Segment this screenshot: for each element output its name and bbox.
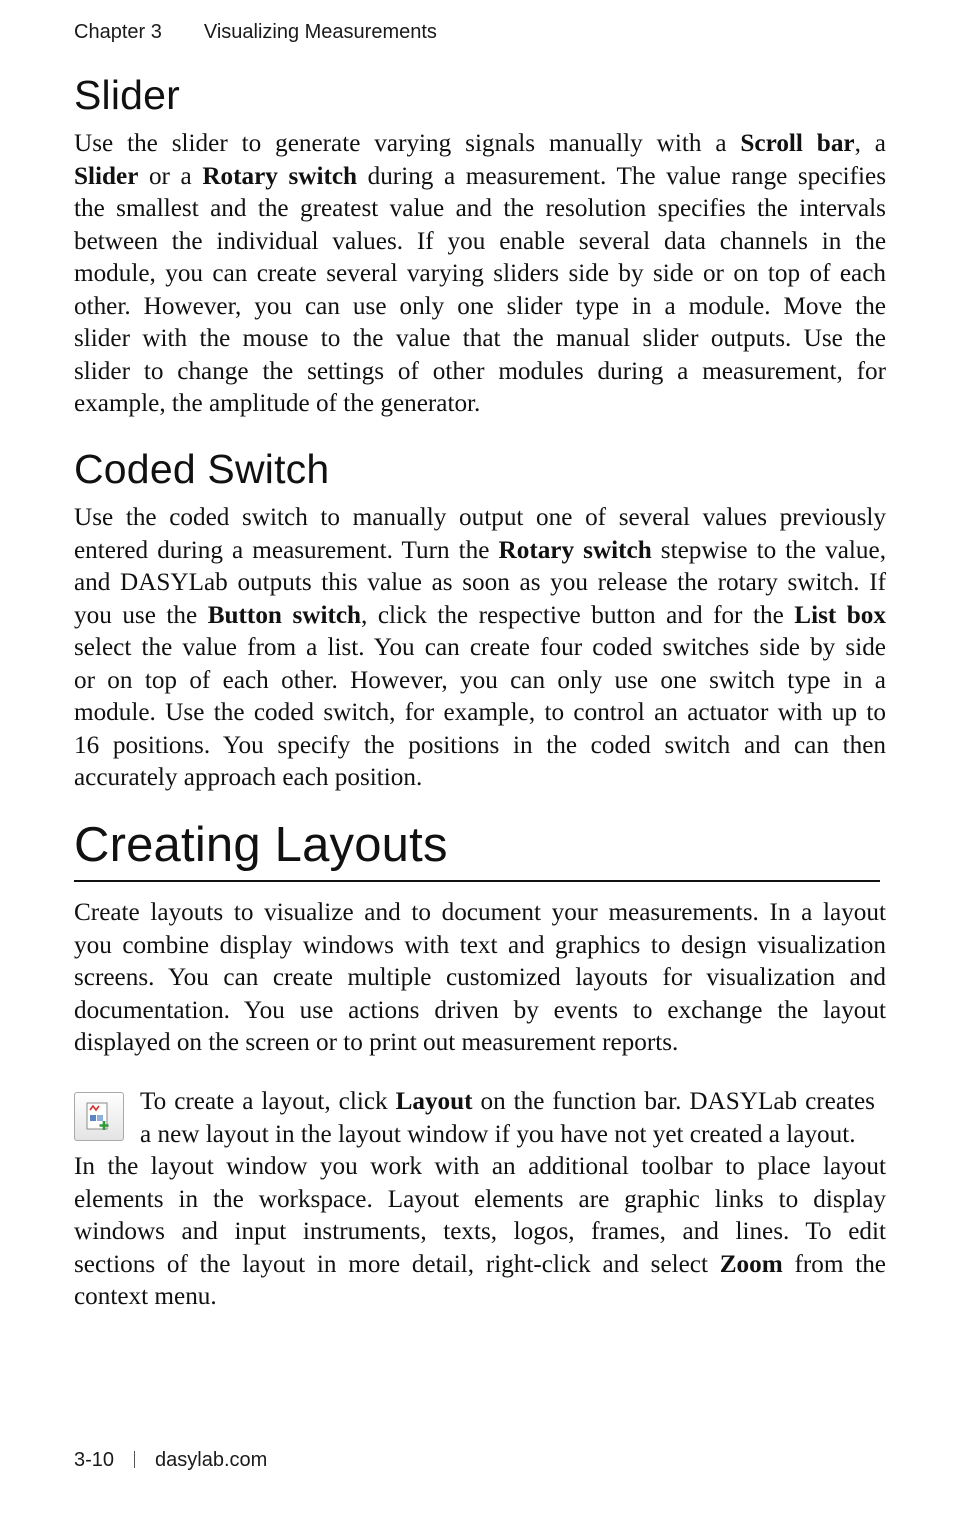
text-line: elements in the workspace. Layout elements are graphic links to display — [74, 1185, 886, 1213]
text-line: Use the slider to generate varying signals manually with a Scroll bar, a — [74, 130, 886, 157]
text-line: windows and input instruments, texts, logos, frames, and lines. To edit — [74, 1218, 886, 1245]
layout-icon — [74, 1092, 124, 1141]
footer-site: dasylab.com — [155, 1449, 268, 1471]
creating-layouts-intro — [74, 897, 886, 1060]
bold-term: Button switch — [207, 601, 362, 629]
text-line: Slider or a Rotary switch during a measurement. The value range specifies — [74, 162, 886, 190]
slider-paragraph — [74, 128, 886, 421]
page-footer — [74, 1449, 267, 1472]
slider-heading: Slider — [74, 72, 181, 118]
text-line: accurately approach each position. — [74, 764, 423, 791]
text-line: you combine display windows with text and graphics to design visualization — [74, 931, 886, 959]
text-line: Use the coded switch to manually output one of several values previously — [74, 504, 886, 531]
bold-term: Layout — [395, 1088, 473, 1115]
text-line: Create layouts to visualize and to document your measurements. In a layout — [74, 899, 886, 926]
bold-term: Rotary switch — [202, 162, 358, 190]
text-line: documentation. You use actions driven by events to exchange the layout — [74, 996, 886, 1024]
text-line: module, you can create several varying sliders side by side or on top of each — [74, 260, 886, 287]
bold-term: Slider — [74, 162, 139, 190]
coded-switch-paragraph — [74, 502, 886, 795]
text-line: example, the amplitude of the generator. — [74, 390, 481, 417]
bold-term: Scroll bar — [740, 130, 855, 157]
text-line: module. Use the coded switch, for example, to control an actuator with up to — [74, 699, 886, 726]
bold-term: Rotary switch — [498, 536, 652, 564]
text-line: you use the Button switch, click the respective button and for the List box — [74, 601, 886, 629]
running-header — [74, 21, 437, 44]
layout-tip-paragraph — [140, 1086, 875, 1151]
chapter-title: Visualizing Measurements — [203, 21, 437, 43]
heading-rule — [74, 880, 880, 882]
text-line: sections of the layout in more detail, right-click and select Zoom from the — [74, 1250, 886, 1278]
text-line: select the value from a list. You can create four coded switches side by side — [74, 634, 886, 661]
coded-switch-heading: Coded Switch — [74, 446, 330, 492]
bold-term: Zoom — [719, 1250, 783, 1278]
footer-separator — [134, 1451, 135, 1468]
text-line: 16 positions. You specify the positions in the coded switch and can then — [74, 731, 886, 759]
text-line: slider to change the settings of other modules during a measurement, for — [74, 357, 886, 385]
text-line: between the individual values. If you enable several data channels in the — [74, 227, 886, 255]
bold-term: List box — [794, 601, 886, 629]
chapter-label: Chapter 3 — [74, 21, 162, 43]
text-line: a new layout in the layout window if you have not yet created a layout. — [140, 1120, 856, 1148]
text-line: slider with the mouse to the value that the manual slider outputs. Use the — [74, 325, 886, 352]
creating-layouts-heading: Creating Layouts — [74, 818, 448, 872]
text-line: or on top of each other. However, you can only use one switch type in a — [74, 666, 886, 694]
text-line: the smallest and the greatest value and the resolution specifies the intervals — [74, 195, 886, 222]
text-line: entered during a measurement. Turn the Rotary switch stepwise to the value, — [74, 536, 886, 564]
text-line: and DASYLab outputs this value as soon as you release the rotary switch. If — [74, 569, 886, 596]
layout-window-paragraph — [74, 1151, 886, 1314]
text-line: context menu. — [74, 1283, 217, 1310]
text-line: displayed on the screen or to print out measurement reports. — [74, 1029, 679, 1056]
text-line: To create a layout, click Layout on the function bar. DASYLab creates — [140, 1088, 875, 1115]
text-line: screens. You can create multiple customized layouts for visualization and — [74, 964, 886, 991]
text-line: other. However, you can use only one slider type in a module. Move the — [74, 292, 886, 320]
text-line: In the layout window you work with an additional toolbar to place layout — [74, 1153, 886, 1180]
page-number: 3-10 — [74, 1449, 115, 1471]
